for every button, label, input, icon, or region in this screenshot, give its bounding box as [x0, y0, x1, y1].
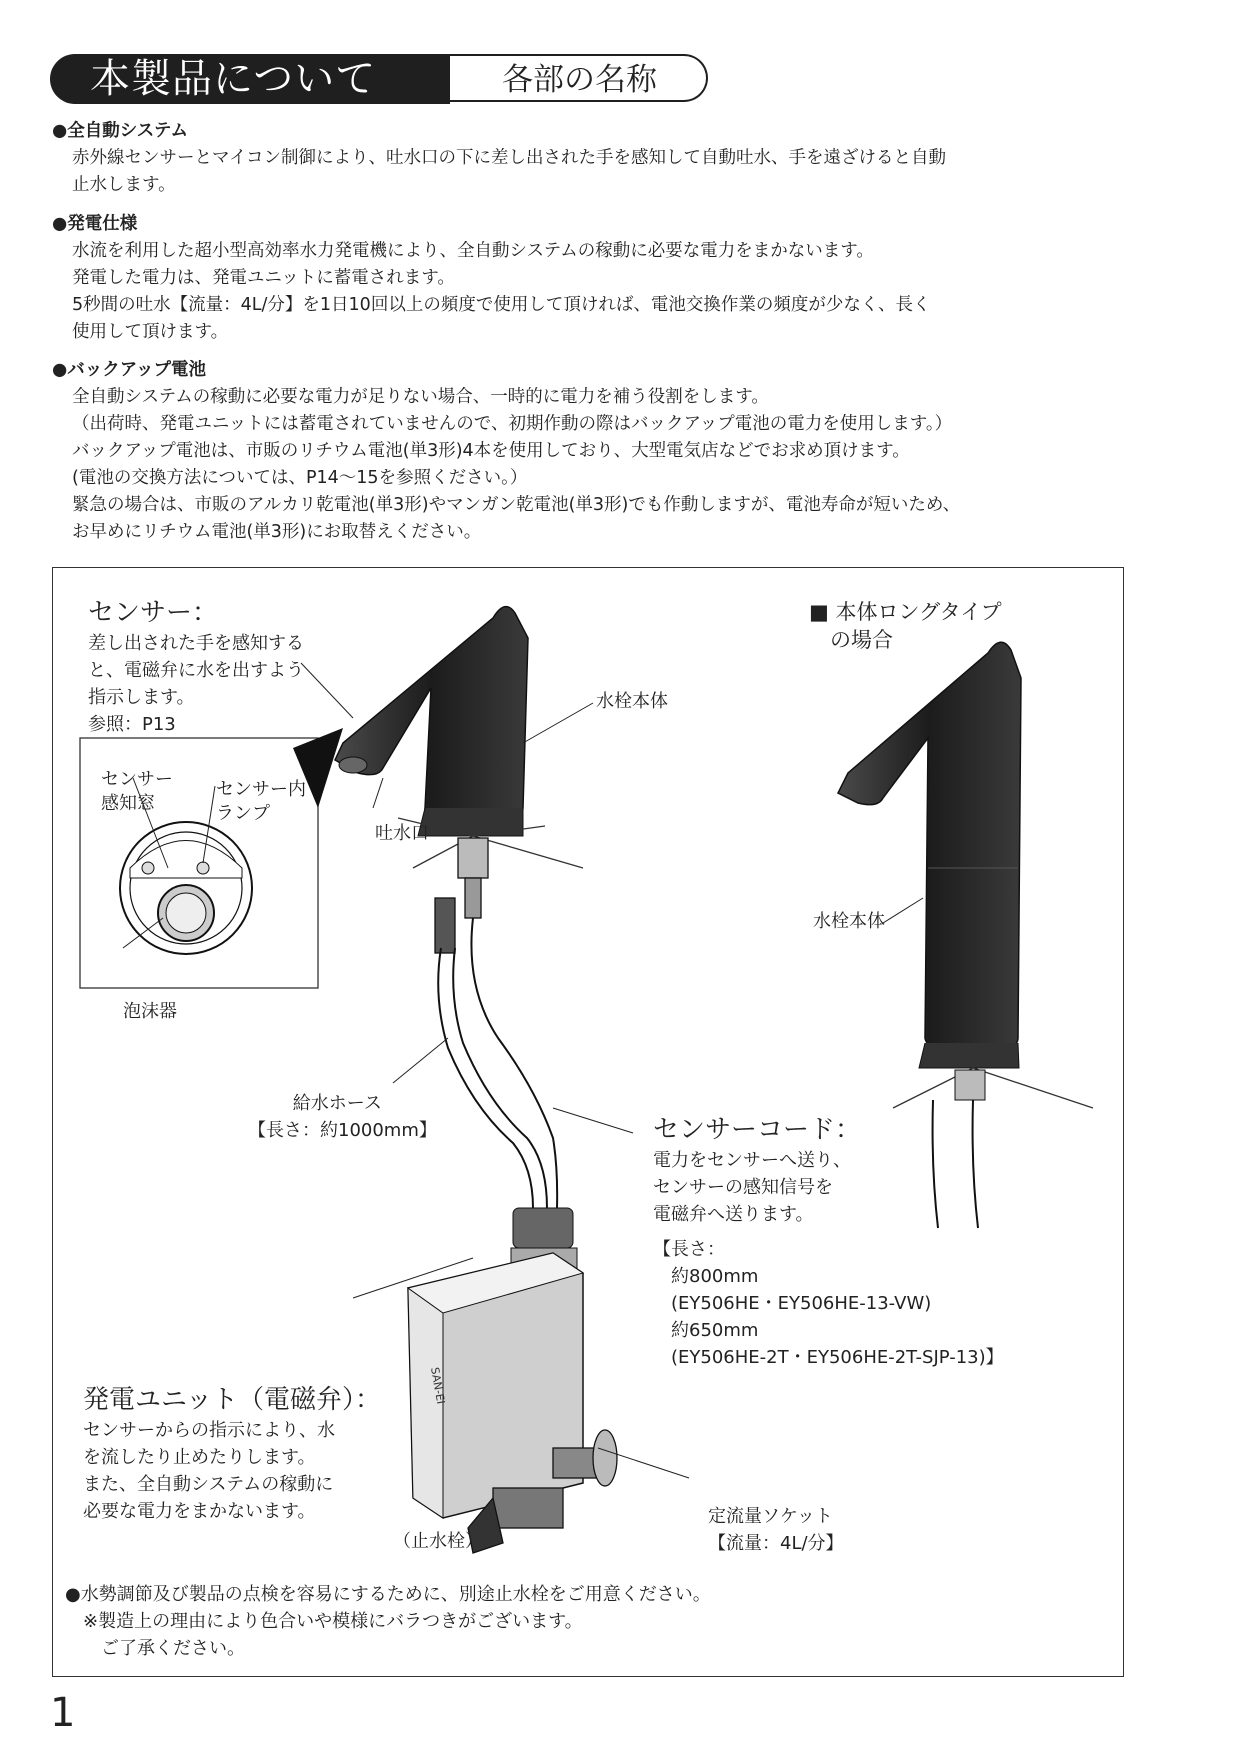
section-line: 止水します。 — [72, 175, 176, 195]
section-line: 緊急の場合は、市販のアルカリ乾電池(単3形)やマンガン乾電池(単3形)でも作動しますが、電池寿命が短いため、 — [72, 495, 961, 515]
sensor-lamp-label — [216, 778, 306, 826]
socket-label — [708, 1503, 844, 1557]
label-line: 必要な電力をまかないます。 — [83, 1501, 316, 1522]
label-line: センサー — [101, 769, 173, 790]
label-line: 電磁弁へ送ります。 — [653, 1204, 814, 1225]
label-line: 約800mm — [653, 1266, 759, 1287]
section-line: （出荷時、発電ユニットには蓄電されていませんので、初期作動の際はバックアップ電池の電力を使用します。） — [72, 414, 953, 434]
label-line: の場合 — [809, 628, 893, 652]
section-line: 使用して頂けます。 — [72, 322, 229, 342]
stop-valve-label: （止水栓） — [393, 1531, 483, 1552]
sensor-window-label — [101, 768, 173, 816]
label-line: 感知窓 — [101, 793, 155, 814]
page-title: 本製品について — [50, 54, 450, 104]
section-line: 水流を利用した超小型高効率水力発電機により、全自動システムの稼動に必要な電力をまかないます。 — [72, 241, 874, 261]
sensor-desc: と、電磁弁に水を出すよう — [88, 660, 304, 681]
section-title: ● 全自動システム — [52, 118, 1172, 145]
brand-logo: SAN-EI — [428, 1366, 448, 1406]
section-title: ● 発電仕様 — [52, 211, 1172, 238]
label-line: を流したり止めたりします。 — [83, 1447, 316, 1468]
label-line: 【長さ：約1000mm】 — [248, 1120, 437, 1141]
sensor-cord-title: センサーコード： — [653, 1115, 862, 1145]
sensor-ref: 参照：P13 — [88, 714, 176, 735]
note-line: ご了承ください。 — [65, 1638, 245, 1659]
hoses — [438, 918, 557, 1208]
section-line: バックアップ電池は、市販のリチウム電池(単3形)4本を使用しており、大型電気店などでお求め頂けます。 — [72, 441, 910, 461]
page-number: 1 — [50, 1690, 76, 1736]
section-line: 赤外線センサーとマイコン制御により、吐水口の下に差し出された手を感知して自動吐水、手を遠ざけると自動 — [72, 148, 946, 168]
sensor-title: センサー： — [88, 598, 219, 628]
supply-hose-label — [248, 1090, 437, 1144]
gen-unit-label — [83, 1383, 381, 1525]
section-line: (電池の交換方法については、P14～15を参照ください。） — [72, 468, 528, 488]
section-title: ● バックアップ電池 — [52, 357, 1172, 384]
label-line: (EY506HE・EY506HE-13-VW) — [653, 1293, 932, 1314]
section-line: 5秒間の吐水【流量：4L/分】を1日10回以上の頻度で使用して頂ければ、電池交換作業の頻度が少なく、長く — [72, 295, 931, 315]
section-power-gen — [52, 211, 1172, 346]
section-backup-battery — [52, 357, 1172, 546]
label-line: 【流量：4L/分】 — [708, 1533, 844, 1554]
spout-label: 吐水口 — [375, 823, 429, 844]
sensor-desc: 差し出された手を感知する — [88, 633, 304, 654]
aerator-label: 泡沫器 — [123, 1001, 177, 1022]
page-subtitle: 各部の名称 — [450, 54, 708, 102]
diagram-notes — [65, 1581, 711, 1662]
label-line: ランプ — [216, 803, 270, 824]
label-line: センサーからの指示により、水 — [83, 1420, 335, 1441]
sensor-label — [88, 596, 304, 738]
sensor-cord-label — [653, 1113, 1004, 1371]
section-auto-system — [52, 118, 1172, 199]
section-line: 全自動システムの稼動に必要な電力が足りない場合、一時的に電力を補う役割をします。 — [72, 387, 769, 407]
label-line: 電力をセンサーへ送り、 — [653, 1150, 851, 1171]
long-faucet-body-label: 水栓本体 — [813, 911, 885, 932]
sensor-desc: 指示します。 — [88, 687, 195, 708]
section-line: 発電した電力は、発電ユニットに蓄電されます。 — [72, 268, 455, 288]
label-line: 【長さ： — [653, 1239, 725, 1260]
sensor-inset — [80, 728, 343, 988]
gen-unit-title: 発電ユニット（電磁弁）： — [83, 1385, 381, 1415]
label-line: ■ 本体ロングタイプ — [809, 600, 1002, 624]
label-line: 給水ホース — [292, 1093, 382, 1114]
faucet-body-main — [335, 607, 528, 836]
parts-diagram — [52, 567, 1124, 1677]
label-line: センサーの感知信号を — [653, 1177, 833, 1198]
label-line: 約650mm — [653, 1320, 759, 1341]
label-line: センサー内 — [216, 779, 306, 800]
label-line: また、全自動システムの稼動に — [83, 1474, 334, 1495]
faucet-shank — [435, 838, 488, 953]
section-line: お早めにリチウム電池(単3形)にお取替えください。 — [72, 522, 482, 542]
note-line: ●水勢調節及び製品の点検を容易にするために、別途止水栓をご用意ください。 — [65, 1584, 711, 1605]
label-line: 定流量ソケット — [708, 1506, 833, 1527]
label-line: (EY506HE-2T・EY506HE-2T-SJP-13)】 — [653, 1347, 1004, 1368]
faucet-body-label: 水栓本体 — [596, 691, 668, 712]
long-type-title — [809, 598, 1002, 654]
note-line: ※製造上の理由により色合いや模様にバラつきがございます。 — [65, 1611, 583, 1632]
